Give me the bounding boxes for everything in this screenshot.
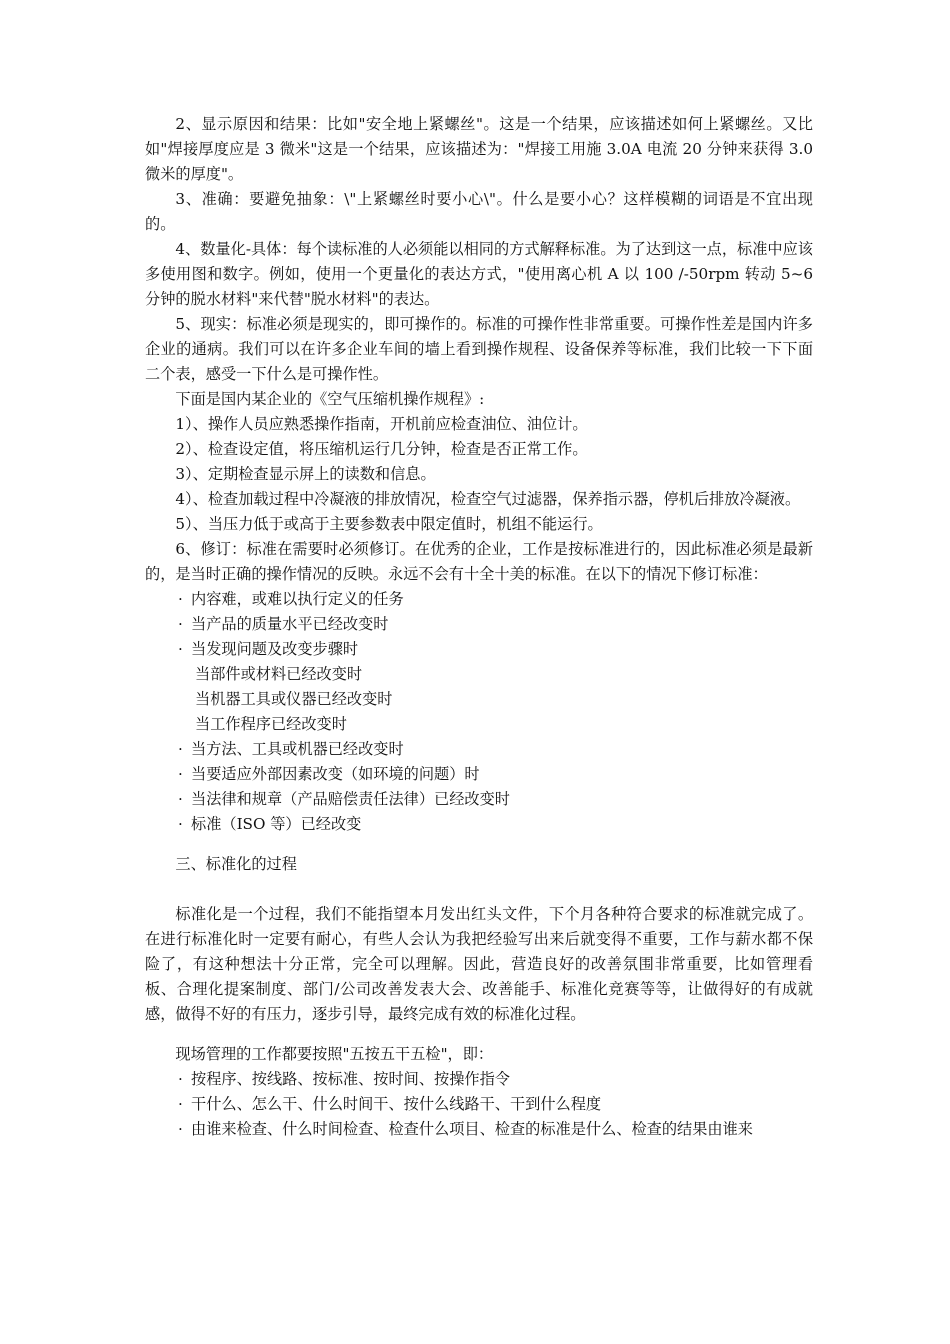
revision-item: · 当要适应外部因素改变（如环境的问题）时 (145, 762, 813, 787)
section-title: 三、标准化的过程 (175, 855, 297, 873)
bullet-dot: · (178, 590, 183, 608)
bullet-dot: · (178, 1070, 183, 1088)
bullet-dot: · (178, 740, 183, 758)
revision-item: · 当方法、工具或机器已经改变时 (145, 737, 813, 762)
paragraph-compressor-intro: 下面是国内某企业的《空气压缩机操作规程》: (175, 390, 485, 408)
document-page (145, 112, 813, 1142)
compressor-step-3: 3）、定期检查显示屏上的读数和信息。 (175, 465, 436, 483)
revision-item: · 当法律和规章（产品赔偿责任法律）已经改变时 (145, 787, 813, 812)
paragraph-quantified: 4、数量化-具体：每个读标准的人必须能以相同的方式解释标准。为了达到这一点，标准中应该多使用图和数字。例如，使用一个更量化的表达方式，"使用离心机 A 以 100 /-50rpm 转动 5~6 分钟的脱水材料"来代替"脱水材料"的表达。 (145, 240, 813, 308)
bullet-dot: · (178, 615, 183, 633)
compressor-step-4: 4）、检查加载过程中冷凝液的排放情况，检查空气过滤器，保养指示器，停机后排放冷凝液。 (175, 490, 801, 508)
revision-subitem: 当机器工具或仪器已经改变时 (195, 690, 393, 708)
site-list-item: · 干什么、怎么干、什么时间干、按什么线路干、干到什么程度 (145, 1092, 813, 1117)
bullet-dot: · (178, 640, 183, 658)
revision-item: · 当发现问题及改变步骤时 (145, 637, 813, 662)
bullet-dot: · (178, 815, 183, 833)
paragraph-cause-result: 2、显示原因和结果：比如"安全地上紧螺丝"。这是一个结果，应该描述如何上紧螺丝。又比如"焊接厚度应是 3 微米"这是一个结果，应该描述为："焊接工用施 3.0A 电流 20 分钟来获得 3.0 微米的厚度"。 (145, 115, 813, 183)
revision-item: · 内容难，或难以执行定义的任务 (145, 587, 813, 612)
bullet-dot: · (178, 765, 183, 783)
paragraph-accurate: 3、准确：要避免抽象：\"上紧螺丝时要小心\"。什么是要小心？这样模糊的词语是不宜出现的。 (145, 190, 813, 233)
compressor-step-1: 1）、操作人员应熟悉操作指南，开机前应检查油位、油位计。 (175, 415, 588, 433)
paragraph-process: 标准化是一个过程，我们不能指望本月发出红头文件，下个月各种符合要求的标准就完成了。在进行标准化时一定要有耐心，有些人会认为我把经验写出来后就变得不重要，工作与薪水都不保险了，有这种想法十分正常，完全可以理解。因此，营造良好的改善氛围非常重要，比如管理看板、合理化提案制度、部门/公司改善发表大会、改善能手、标准化竞赛等等，让做得好的有成就感，做得不好的有压力，逐步引导，最终完成有效的标准化过程。 (145, 905, 813, 1023)
bullet-dot: · (178, 790, 183, 808)
bullet-dot: · (178, 1095, 183, 1113)
revision-subitem: 当部件或材料已经改变时 (195, 665, 363, 683)
paragraph-site-intro: 现场管理的工作都要按照"五按五干五检"，即： (175, 1045, 494, 1063)
revision-subitem: 当工作程序已经改变时 (195, 715, 347, 733)
compressor-step-5: 5）、当压力低于或高于主要参数表中限定值时，机组不能运行。 (175, 515, 603, 533)
paragraph-revision: 6、修订：标准在需要时必须修订。在优秀的企业，工作是按标准进行的，因此标准必须是最新的，是当时正确的操作情况的反映。永远不会有十全十美的标准。在以下的情况下修订标准： (145, 540, 813, 583)
site-list-item: · 按程序、按线路、按标准、按时间、按操作指令 (145, 1067, 813, 1092)
bullet-dot: · (178, 1120, 183, 1138)
compressor-step-2: 2）、检查设定值，将压缩机运行几分钟，检查是否正常工作。 (175, 440, 588, 458)
paragraph-realistic: 5、现实：标准必须是现实的，即可操作的。标准的可操作性非常重要。可操作性差是国内许多企业的通病。我们可以在许多企业车间的墙上看到操作规程、设备保养等标准，我们比较一下下面二个表，感受一下什么是可操作性。 (145, 315, 813, 383)
revision-item: · 当产品的质量水平已经改变时 (145, 612, 813, 637)
site-list-item: · 由谁来检查、什么时间检查、检查什么项目、检查的标准是什么、检查的结果由谁来 (145, 1117, 813, 1142)
revision-item: · 标准（ISO 等）已经改变 (145, 812, 813, 837)
